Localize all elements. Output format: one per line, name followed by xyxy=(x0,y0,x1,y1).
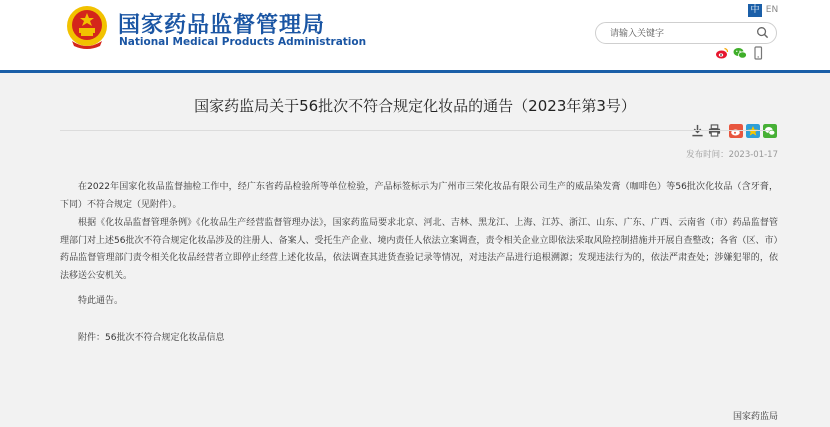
search-placeholder: 请输入关键字 xyxy=(610,29,665,39)
article-signature: 国家药监局 xyxy=(732,412,778,422)
site-name-en[interactable]: National Medical Products Administration xyxy=(119,36,367,48)
lang-en-button[interactable]: EN xyxy=(765,5,779,15)
attachment-link[interactable]: 附件：56批次不符合规定化妆品信息 xyxy=(78,333,225,343)
weibo-share-icon[interactable] xyxy=(729,124,743,138)
mobile-icon[interactable] xyxy=(751,46,765,60)
site-name-cn[interactable]: 国家药品监督管理局 xyxy=(118,13,326,38)
article-paragraph: 根据《化妆品监督管理条例》《化妆品生产经营监督管理办法》，国家药监局要求北京、河北、吉林、黑龙江、上海、江苏、浙江、山东、广东、广西、云南省（市）药品监督管理部门对上述56批次不符合规定化妆品涉及的注册人、备案人、受托生产企业、境内责任人依法立案调查，责令相关企业立即依法采取风险控制措施并开展自查整改；各省（区、市）药品监督管理部门责令相关化妆品经营者立即停止经营上述化妆品，依法调查其进货查验记录等情况，对违法产品进行追根溯源；发现违法行为的，依法严肃查处；涉嫌犯罪的，依法移送公安机关。 xyxy=(60,218,778,281)
search-icon[interactable] xyxy=(756,26,769,39)
publish-date-value: 2023-01-17 xyxy=(728,150,778,160)
article-title: 国家药监局关于56批次不符合规定化妆品的通告（2023年第3号） xyxy=(194,97,636,115)
search-input[interactable] xyxy=(595,22,777,44)
national-emblem-icon xyxy=(66,5,108,49)
publish-date-label: 发布时间： xyxy=(686,150,729,160)
wechat-share-icon[interactable] xyxy=(763,124,777,138)
qzone-share-icon[interactable] xyxy=(746,124,760,138)
site-header xyxy=(0,0,830,70)
title-divider xyxy=(60,130,770,131)
lang-zh-button[interactable]: 中 xyxy=(748,4,762,17)
publish-date xyxy=(686,148,778,160)
weibo-icon[interactable] xyxy=(715,46,729,60)
article-paragraph: 在2022年国家化妆品监督抽检工作中，经广东省药品检验所等单位检验，产品标签标示为广州市三荣化妆品有限公司生产的威品染发膏（咖啡色）等56批次化妆品（含牙膏，下同）不符合规定（见附件）。 xyxy=(60,182,778,210)
wechat-icon[interactable] xyxy=(733,46,747,60)
article-paragraph: 特此通告。 xyxy=(78,296,124,306)
